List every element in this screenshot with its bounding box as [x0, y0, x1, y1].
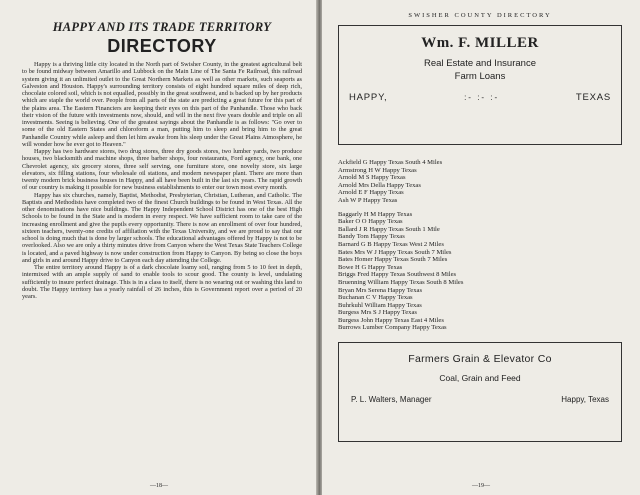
list-item: Bryan Mrs Serena Happy Texas — [338, 286, 423, 294]
list-item: Burgess John Happy Texas East 4 Miles — [338, 316, 444, 324]
list-item: Baker O O Happy Texas — [338, 218, 403, 226]
list-item: Barnard G B Happy Texas West 2 Miles — [338, 240, 444, 248]
ad-footer-line — [351, 395, 609, 404]
ad-state: TEXAS — [575, 92, 611, 103]
list-item: Burgess Mrs S J Happy Texas — [338, 309, 417, 317]
list-item: Buchanan C V Happy Texas — [338, 294, 413, 302]
list-item: Bandy Tom Happy Texas — [338, 233, 405, 241]
body-paragraph: Happy has six churches, namely, Baptist, Methodist, Presbyterian, Christian, Lutheran, and Catholic. The Baptists and Methodists have completed two of the finest Church buildings to be found in West Texas. All the other denominations have nice buildings. The Happy Independent School District has one of the best High Schools to be found in the State and is modern in every respect. We have sufficient room to take care of the increasing enrollment and give the pupils every opportunity. There is now an enrollment of over four hundred, sixteen teachers, twenty-one credits of affiliation with the Texas University, and we are proud to say that our school is doing much that is done by larger schools. The educational advantages offered by Happy is not to be overlooked. Also we are only a thirty minutes drive from Canyon where the West Texas State Teachers College is located, and a paved highway is now under construction from Happy to Canyon. By being so close the boys and girls in and around Happy drive to Canyon each day attending the College. — [22, 191, 302, 264]
body-paragraph: The entire territory around Happy is of a dark chocolate loamy soil, ranging from 5 to 10 feet in depth, intermixed with an ample supply of sand to enable tools to scour good. The county is level, undulating sufficiently to insure perfect drainage. This is in a class to itself, there is no wearing out or washing this land to doubt. The Happy territory has a yearly rainfall of 26 inches, this is Government report over a period of 20 years. — [22, 264, 302, 300]
list-item: Briggs Fred Happy Texas Southwest 8 Miles — [338, 271, 457, 279]
farmers-grain-advertisement — [338, 342, 622, 442]
ad-service-line: Real Estate and Insurance — [424, 58, 536, 69]
page-number: —18— — [150, 483, 168, 489]
page-title: HAPPY AND ITS TRADE TERRITORY — [52, 20, 272, 34]
miller-advertisement — [338, 25, 622, 145]
body-paragraph: Happy has two hardware stores, two drug stores, three dry goods stores, two lumber yards, two produce houses, two blacksmith and machine shops, three barber shops, four restaurants, Ford agency, one bank, one Chevrolet agency, six grocery stores, three self serving, one furniture store, one novelty store, six large elevators, six filling stations, four wholesale oil stations, and modern newspaper plant. There are more than twenty modern brick business houses in Happy, and all have been built in the last six years. The rapid growth of our country is making it possible for new business establishments to enter our town most every month. — [22, 148, 302, 192]
list-item: Ackfield G Happy Texas South 4 Miles — [338, 159, 443, 166]
list-item: Arnold M S Happy Texas — [338, 174, 406, 182]
left-page — [0, 0, 318, 495]
list-item: Bates Mrs W J Happy Texas South 7 Miles — [338, 248, 452, 256]
list-item: Ash W P Happy Texas — [338, 196, 398, 204]
ad-service-line: Farm Loans — [454, 71, 506, 82]
page-subtitle: DIRECTORY — [107, 36, 217, 56]
ad-city: HAPPY, — [349, 92, 388, 103]
list-item: Arnold E F Happy Texas — [338, 189, 404, 197]
body-paragraph: Happy is a thriving little city located in the North part of Swisher County, in the greatest agricultural belt to be found midway between Amarillo and Lubbock on the Main Line of The Santa Fe Railroad, this railroad system giving it an unlimited outlet to the Great Northern Markets as well as other markets, such seaports as Galveston and Houston. Happy's surrounding territory consists of eight hundred square miles of deep rich, chocolate colored soil, which is not equalled, possibly in the great southwest, and is backed up by her products which are staple the world over. People from all parts of the state are predicting a great future for this part of the plains area. The Eastern Financiers are keeping their eyes on this part of the Panhandle. Those who back their vision of the future with investments now, should, and will in the next five years double and triple on all investments. Seeing is believing. One of the greatest sayings about the Panhandle is as follows: "Go over to some of the old Eastern States and chloroform a man, putting him to sleep and bring him to the great Panhandle Country while asleep and then let him awake from his sleep under the Great Plains Atmosphere, he will wonder how he ever got to Heaven." — [22, 61, 302, 148]
ad-manager: P. L. Walters, Manager — [351, 395, 432, 405]
list-item: Armstrong H W Happy Texas — [338, 166, 417, 174]
list-item: Burrows Lumber Company Happy Texas — [338, 324, 447, 332]
ad-dashes: :- :- :- — [464, 93, 500, 102]
list-item: Buhrkuhl William Happy Texas — [338, 301, 422, 309]
advertiser-name: Wm. F. MILLER — [421, 35, 539, 51]
list-item: Bruenning William Happy Texas South 8 Miles — [338, 278, 464, 286]
list-item: Baggarly H M Happy Texas — [338, 210, 413, 218]
running-header: SWISHER COUNTY DIRECTORY — [408, 12, 552, 19]
list-item: Arnold Mrs Della Happy Texas — [338, 181, 421, 189]
list-item: Bowe H G Happy Texas — [338, 263, 403, 271]
page-number: —19— — [472, 483, 490, 489]
advertiser-name: Farmers Grain & Elevator Co — [408, 353, 552, 366]
list-item: Bates Homer Happy Texas South 7 Miles — [338, 256, 448, 264]
ad-service-line: Coal, Grain and Feed — [439, 373, 521, 384]
list-item: Ballard J R Happy Texas South 1 Mile — [338, 225, 440, 233]
ad-location: Happy, Texas — [561, 395, 609, 405]
directory-listing-a — [338, 159, 622, 205]
directory-listing-b — [338, 211, 622, 333]
ad-location-line — [349, 92, 611, 103]
right-page — [322, 0, 640, 495]
